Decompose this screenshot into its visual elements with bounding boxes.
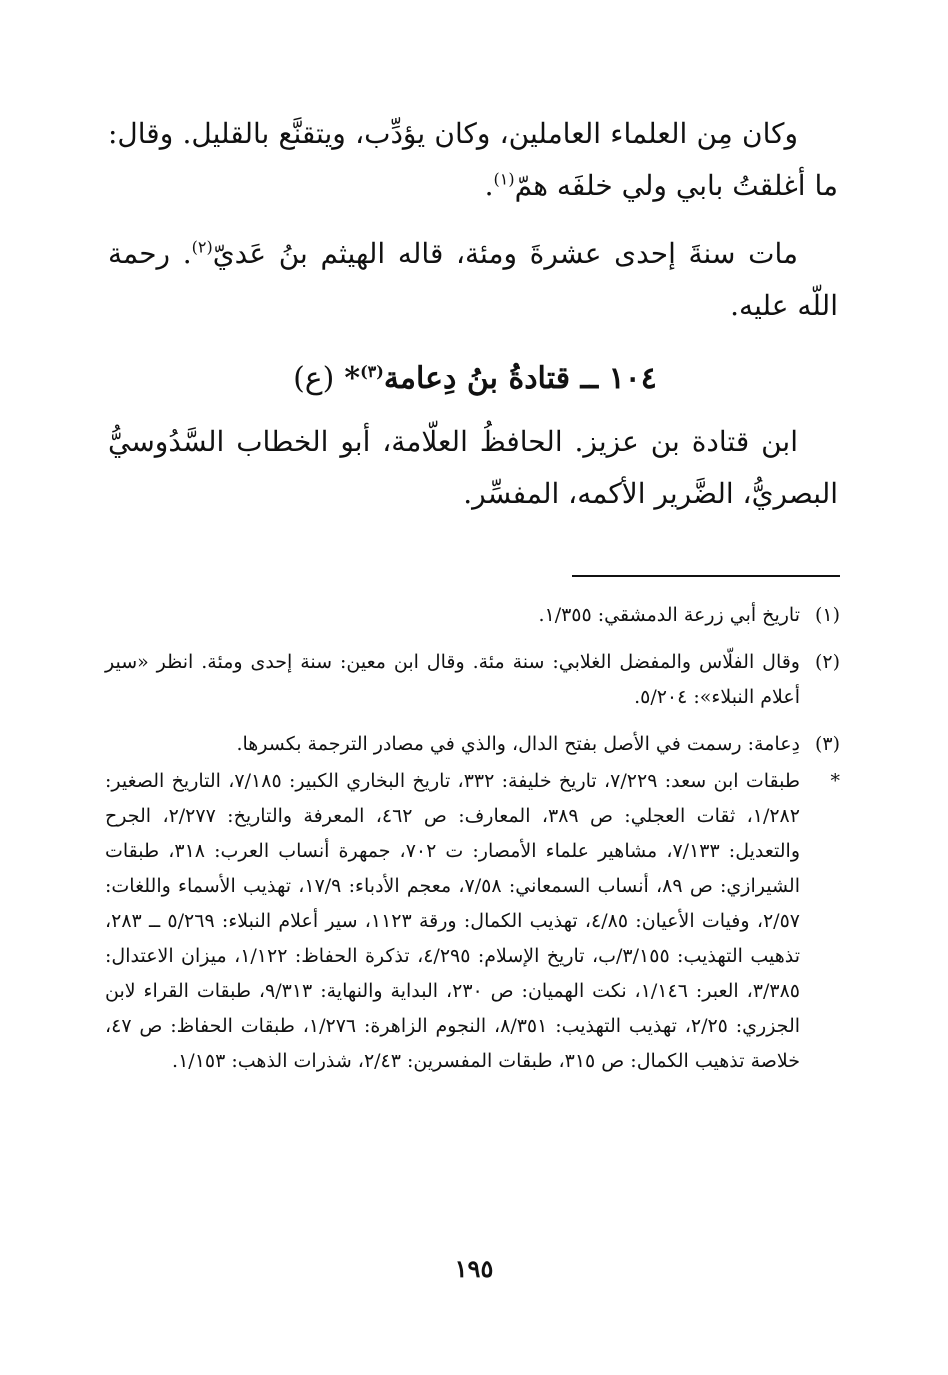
footnote: [105, 727, 840, 762]
paragraph-end: .: [484, 169, 494, 202]
paragraph-text: مات سنةَ إحدى عشرةَ ومئة، قاله الهيثم بنُ عَديّ: [212, 237, 798, 270]
footnote-text: طبقات ابن سعد: ٧/٢٢٩، تاريخ خليفة: ٣٣٢، تاريخ البخاري الكبير: ٧/١٨٥، التاريخ الصغير: ١/٢٨٢، ثقات العجلي: ص ٣٨٩، المعارف: ص ٤٦٢، المعرفة والتاريخ: ٢/٢٧٧، الجرح والتعديل: ٧/١٣٣، مشاهير علماء الأمصار: ت ٧٠٢، جمهرة أنساب العرب: ٣١٨، طبقات الشيرازي: ص ٨٩، أنساب السمعاني: ٧/٥٨، معجم الأدباء: ١٧/٩، تهذيب الأسماء واللغات: ٢/٥٧، وفيات الأعيان: ٤/٨٥، تهذيب الكمال: ورقة ١١٢٣، سير أعلام النبلاء: ٥/٢٦٩ ــ ٢٨٣، تذهيب التهذيب: ٣/١٥٥/ب، تاريخ الإسلام: ٤/٢٩٥، تذكرة الحفاظ: ١/١٢٢، ميزان الاعتدال: ٣/٣٨٥، العبر: ١/١٤٦، نكت الهميان: ص ٢٣٠، البداية والنهاية: ٩/٣١٣، طبقات القراء لابن الجزري: ٢/٢٥، تهذيب التهذيب: ٨/٣٥١، النجوم الزاهرة: ١/٢٧٦، طبقات الحفاظ: ص ٤٧، خلاصة تذهيب الكمال: ص ٣١٥، طبقات المفسرين: ٢/٤٣، شذرات الذهب: ١/١٥٣.: [105, 770, 801, 1072]
paragraph-end: . رحمة اللّه عليه.: [108, 237, 838, 322]
paragraph-biography-end: [108, 108, 838, 212]
footnote-number: (٣): [814, 733, 840, 755]
entry-heading: [110, 354, 840, 404]
footnote: [105, 645, 840, 715]
footnote-number: (٢): [814, 651, 840, 673]
paragraph-death-date: [108, 228, 838, 332]
footnote-number: (١): [814, 604, 840, 626]
footnote-text: تاريخ أبي زرعة الدمشقي: ١/٣٥٥.: [538, 604, 800, 626]
footnotes: [105, 598, 840, 1091]
paragraph-text: وكان مِن العلماء العاملين، وكان يؤدِّب، ويتقنَّع بالقليل. وقال: ما أغلقتُ بابي ولي خلفَه همّ: [108, 117, 838, 202]
footnote-number: *: [830, 770, 840, 792]
footnote-text: دِعامة: رسمت في الأصل بفتح الدال، والذي في مصادر الترجمة بكسرها.: [236, 733, 800, 755]
paragraph-entry-intro: ابن قتادة بن عزيز. الحافظُ العلّامة، أبو الخطاب السَّدُوسيُّ البصريُّ، الضَّرير الأكمه، المفسِّر.: [108, 425, 838, 510]
footnote-text: وقال الفلّاس والمفضل الغلابي: سنة مئة. وقال ابن معين: سنة إحدى ومئة. انظر «سير أعلام النبلاء»: ٥/٢٠٤.: [105, 651, 800, 708]
footnote-ref-1: (١): [493, 169, 515, 189]
footnote-ref-3: (٣): [360, 362, 384, 381]
page-number: ١٩٥: [454, 1254, 494, 1283]
sources-marker: *: [344, 361, 361, 396]
entry-title: ١٠٤ ــ قتادةُ بنُ دِعامة: [383, 361, 657, 396]
entry-symbol: (ع): [293, 361, 335, 396]
footnote: [105, 598, 840, 633]
footnote-sources: [105, 764, 840, 1079]
footnote-ref-2: (٢): [191, 237, 213, 257]
footnote-divider: [572, 575, 840, 577]
